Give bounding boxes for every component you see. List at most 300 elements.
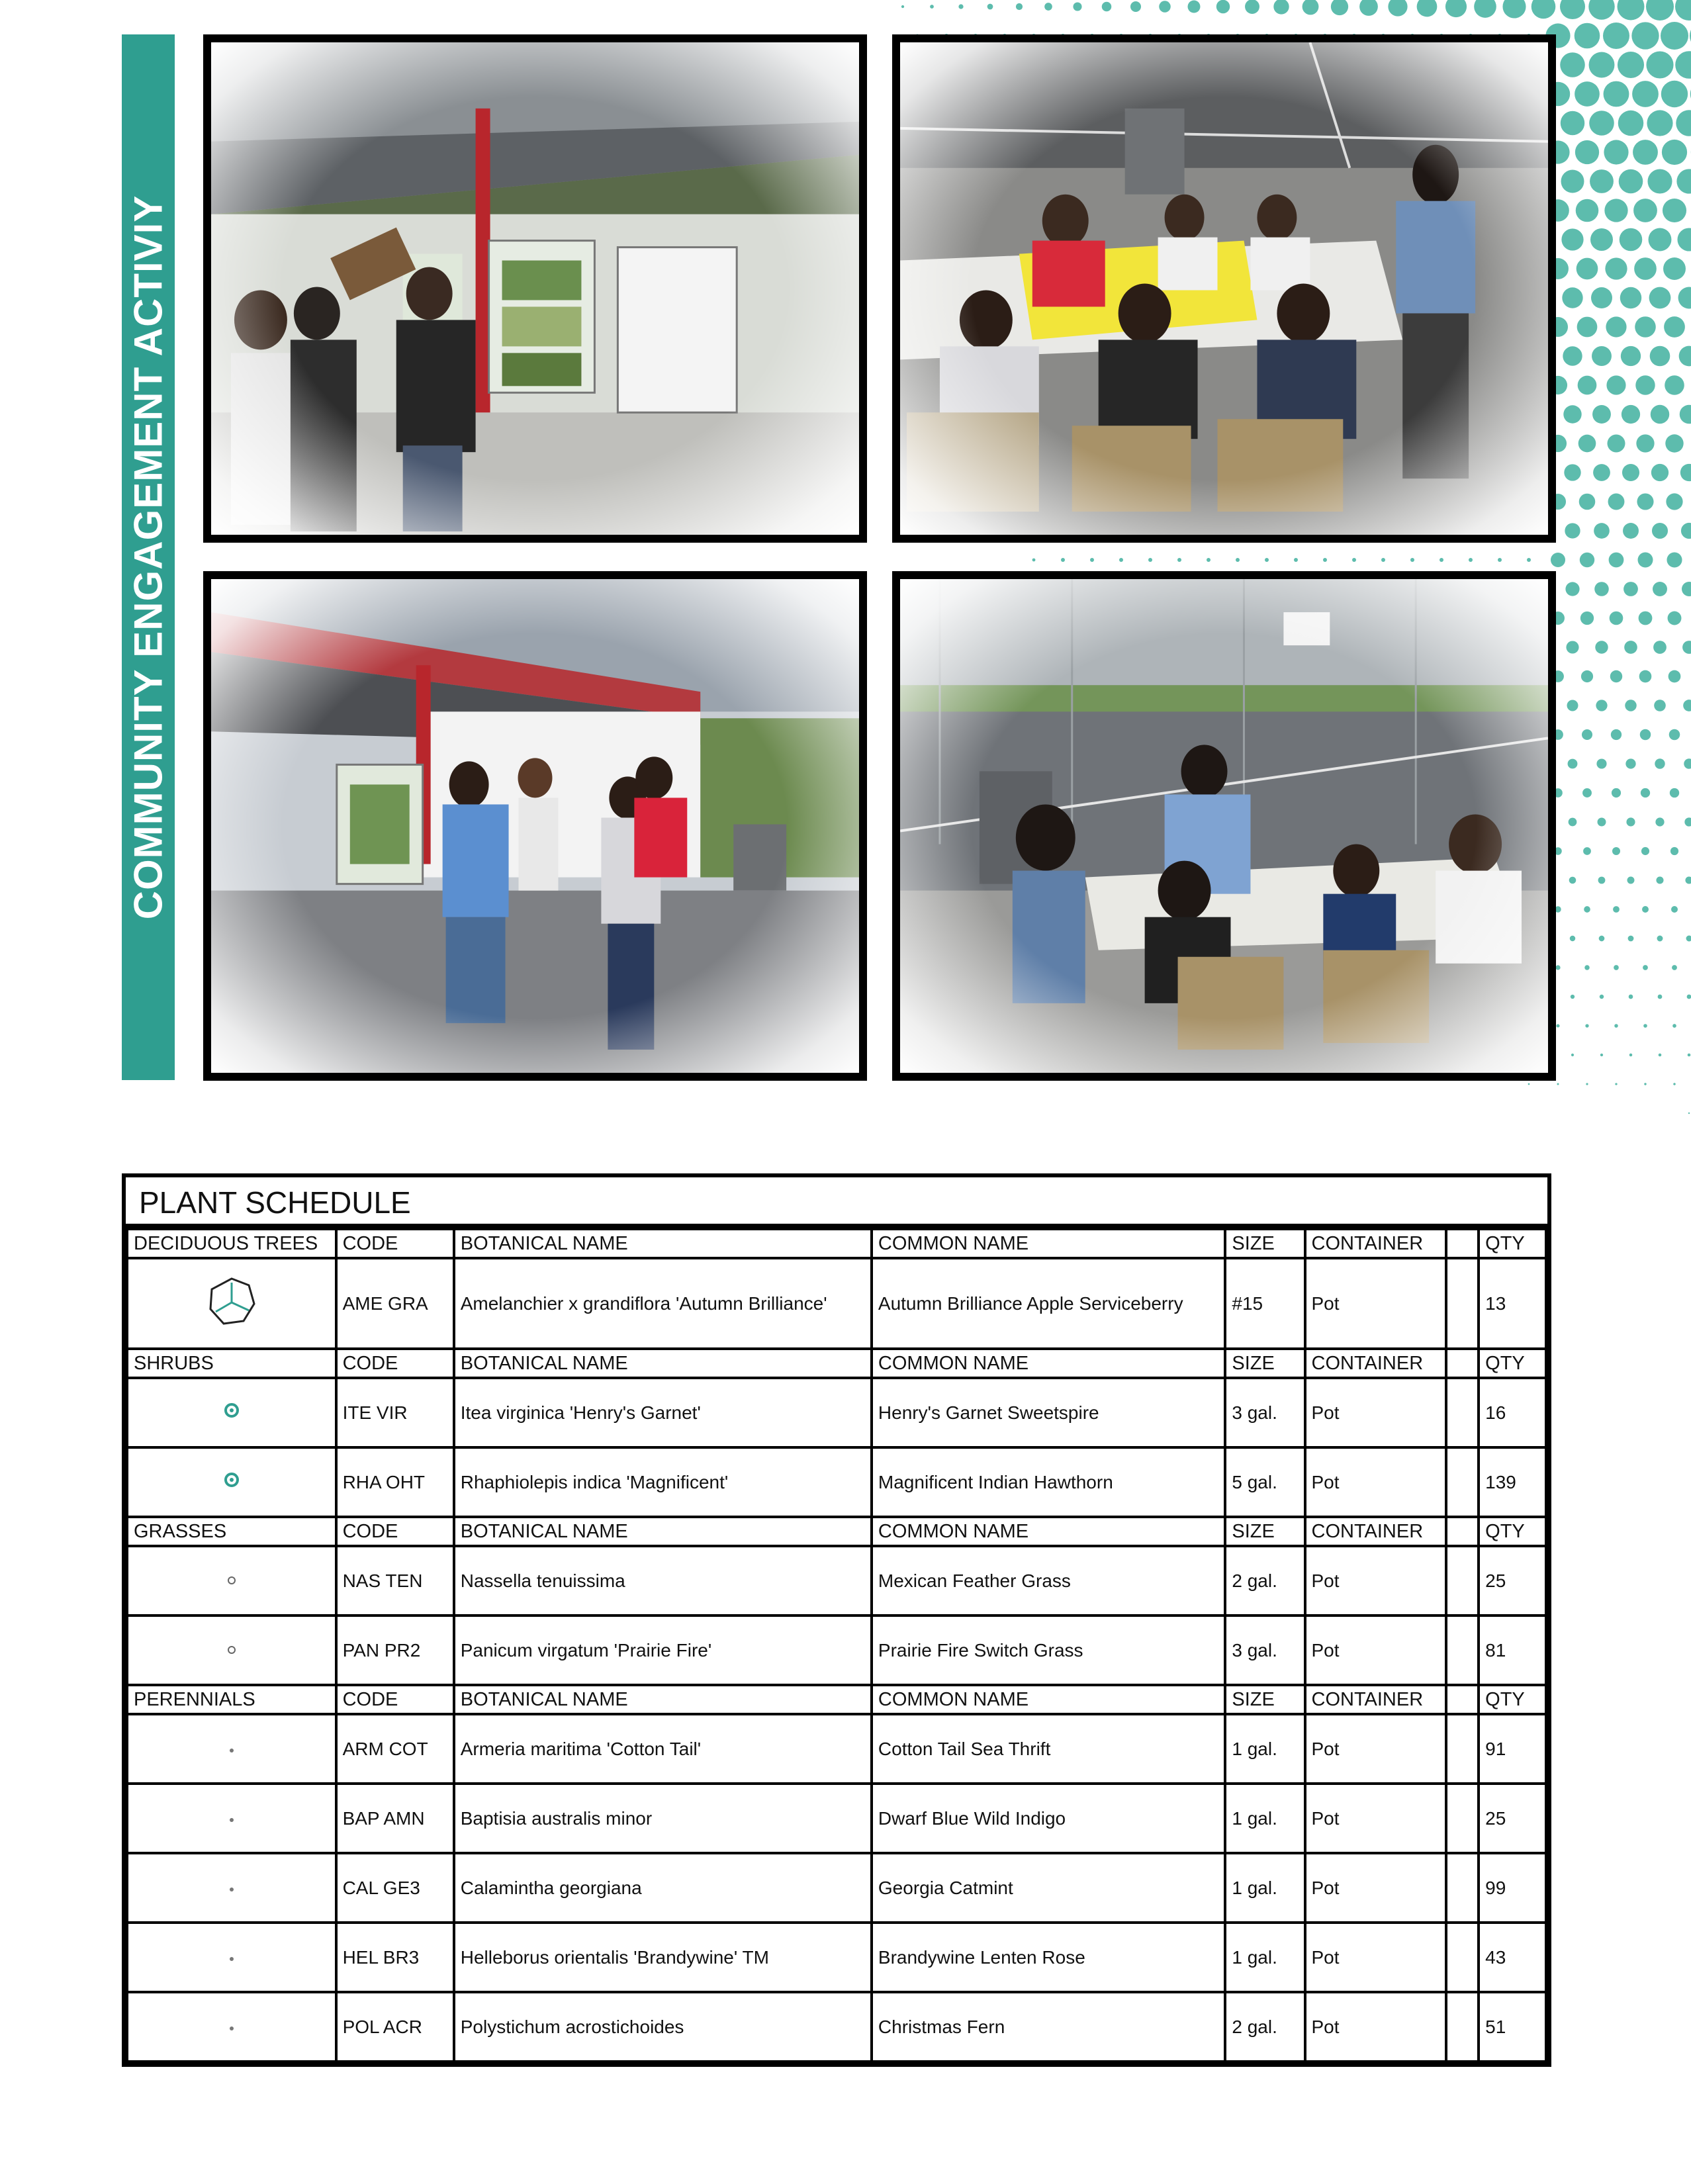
halftone-dot <box>1622 464 1639 481</box>
column-header: BOTANICAL NAME <box>454 1517 872 1546</box>
halftone-dot <box>1641 847 1649 855</box>
halftone-dot <box>1672 1024 1676 1028</box>
halftone-dot <box>1589 52 1615 78</box>
halftone-dot <box>1561 111 1584 135</box>
cell-container: Pot <box>1305 1853 1447 1923</box>
photo-pavilion-visitors <box>203 571 867 1081</box>
halftone-dot <box>1388 0 1407 17</box>
halftone-dot <box>1569 877 1577 884</box>
halftone-dot <box>1610 612 1623 625</box>
plant-schedule <box>122 1173 1551 2067</box>
cell-container: Pot <box>1305 1615 1447 1685</box>
halftone-dot <box>1658 995 1663 999</box>
halftone-dot <box>1577 317 1598 338</box>
halftone-dot <box>1641 788 1650 797</box>
column-header: QTY <box>1479 1229 1546 1258</box>
halftone-dot <box>1620 228 1643 251</box>
halftone-dot <box>1682 582 1691 596</box>
halftone-dot <box>1643 965 1648 970</box>
halftone-dot <box>1659 1054 1662 1057</box>
halftone-dot <box>1560 52 1585 77</box>
halftone-dot <box>1684 817 1691 826</box>
cell-botanical: Helleborus orientalis 'Brandywine' TM <box>454 1923 872 1992</box>
halftone-dot <box>1595 641 1608 653</box>
cell-qty: 81 <box>1479 1615 1546 1685</box>
halftone-dot <box>1563 346 1582 365</box>
halftone-dot <box>1625 700 1636 711</box>
halftone-dot <box>1653 582 1667 596</box>
halftone-dot <box>1676 169 1691 193</box>
halftone-dot <box>1673 1083 1675 1085</box>
cell-qty: 25 <box>1479 1546 1546 1615</box>
halftone-dot <box>1061 558 1065 562</box>
cell-size: 1 gal. <box>1225 1784 1304 1853</box>
halftone-dot <box>1619 169 1643 194</box>
halftone-dot <box>1592 405 1611 424</box>
table-row <box>127 1923 1546 1992</box>
photo-kids-art-table <box>892 34 1556 543</box>
cell-code: POL ACR <box>336 1992 454 2062</box>
cell-code: ARM COT <box>336 1714 454 1784</box>
halftone-dot <box>1612 788 1621 797</box>
halftone-dot <box>1606 316 1626 337</box>
cell-size: 1 gal. <box>1225 1853 1304 1923</box>
blank-cell <box>1446 1378 1479 1447</box>
section-category: SHRUBS <box>127 1349 336 1378</box>
halftone-dot <box>1593 464 1610 481</box>
cell-botanical: Nassella tenuissima <box>454 1546 872 1615</box>
halftone-dot <box>1679 346 1691 367</box>
perennial-symbol-icon <box>127 1853 336 1923</box>
halftone-dot <box>1676 110 1691 136</box>
cell-common: Cotton Tail Sea Thrift <box>872 1714 1225 1784</box>
halftone-dot <box>1561 170 1584 193</box>
halftone-dot <box>1359 0 1378 16</box>
halftone-dot <box>1636 434 1654 452</box>
halftone-dot <box>1661 22 1688 50</box>
cell-common: Dwarf Blue Wild Indigo <box>872 1784 1225 1853</box>
cell-code: ITE VIR <box>336 1378 454 1447</box>
cell-botanical: Polystichum acrostichoides <box>454 1992 872 2062</box>
blank-cell <box>1446 1784 1479 1853</box>
halftone-dot <box>1672 965 1677 970</box>
halftone-dot <box>1590 169 1614 193</box>
column-header: SIZE <box>1225 1229 1304 1258</box>
cell-qty: 43 <box>1479 1923 1546 1992</box>
halftone-dot <box>1657 936 1663 942</box>
halftone-dot <box>1604 199 1627 222</box>
halftone-dot <box>901 5 904 8</box>
cell-botanical: Rhaphiolepis indica 'Magnificent' <box>454 1447 872 1517</box>
column-header: QTY <box>1479 1685 1546 1714</box>
halftone-dot <box>1664 316 1685 338</box>
halftone-dot <box>1670 847 1678 855</box>
halftone-dot <box>1148 558 1152 562</box>
blank-cell <box>1446 1853 1479 1923</box>
cell-common: Autumn Brilliance Apple Serviceberry <box>872 1258 1225 1349</box>
halftone-dot <box>1294 558 1298 562</box>
halftone-dot <box>1624 641 1637 654</box>
halftone-dot <box>1600 1054 1603 1056</box>
column-header: QTY <box>1479 1349 1546 1378</box>
halftone-dot <box>1663 257 1686 280</box>
cell-qty: 51 <box>1479 1992 1546 2062</box>
tree-symbol-icon <box>127 1258 336 1349</box>
photo-pavilion-boards <box>203 34 867 543</box>
halftone-dot <box>1655 817 1664 826</box>
halftone-dot <box>1440 558 1443 562</box>
halftone-dot <box>1584 965 1589 970</box>
cell-size: 3 gal. <box>1225 1615 1304 1685</box>
halftone-dot <box>1016 3 1023 10</box>
halftone-dot <box>1670 788 1679 797</box>
halftone-dot <box>1605 257 1627 279</box>
halftone-dot <box>1445 0 1467 17</box>
cell-common: Prairie Fire Switch Grass <box>872 1615 1225 1685</box>
halftone-dot <box>1569 818 1577 827</box>
perennial-symbol-icon <box>127 1923 336 1992</box>
blank-cell <box>1446 1714 1479 1784</box>
halftone-dot <box>1531 0 1556 19</box>
halftone-dot <box>1635 375 1655 394</box>
halftone-dot <box>1637 493 1653 510</box>
cell-common: Mexican Feather Grass <box>872 1546 1225 1615</box>
halftone-dot <box>1604 140 1628 164</box>
halftone-dot <box>1685 876 1691 884</box>
halftone-dot <box>1177 558 1181 562</box>
section-title: COMMUNITY ENGAGEMENT ACTIVIY <box>126 195 171 920</box>
halftone-dot <box>1678 287 1691 309</box>
cell-code: AME GRA <box>336 1258 454 1349</box>
halftone-dot <box>1581 670 1593 682</box>
halftone-dot <box>1666 493 1682 510</box>
halftone-dot <box>1596 758 1606 768</box>
halftone-dot <box>1642 906 1649 913</box>
halftone-dot <box>1671 906 1678 913</box>
halftone-dot <box>1410 558 1414 562</box>
cell-common: Christmas Fern <box>872 1992 1225 2062</box>
halftone-dot <box>1566 641 1578 653</box>
halftone-dot <box>1469 558 1473 562</box>
halftone-dot <box>1606 375 1625 394</box>
halftone-dot <box>1590 228 1613 251</box>
table-row <box>127 1258 1546 1349</box>
halftone-dot <box>1159 1 1170 12</box>
halftone-dot <box>1578 435 1596 453</box>
photo-court-activity <box>892 571 1556 1081</box>
halftone-dot <box>1498 558 1502 562</box>
halftone-dot <box>1130 1 1141 12</box>
cell-container: Pot <box>1305 1992 1447 2062</box>
halftone-dot <box>1585 1024 1588 1027</box>
cell-container: Pot <box>1305 1258 1447 1349</box>
column-header: BOTANICAL NAME <box>454 1229 872 1258</box>
column-header: CONTAINER <box>1305 1229 1447 1258</box>
halftone-dot <box>1596 700 1607 711</box>
halftone-dot <box>1646 51 1673 78</box>
halftone-dot <box>1586 1083 1588 1085</box>
halftone-dot <box>1628 936 1634 942</box>
halftone-dot <box>1665 434 1683 452</box>
halftone-dot <box>1594 582 1609 596</box>
halftone-dot <box>1639 612 1653 625</box>
halftone-dot <box>1568 759 1578 769</box>
halftone-dot <box>1561 228 1583 250</box>
halftone-dot <box>1578 376 1597 395</box>
halftone-dot <box>1598 818 1606 827</box>
table-row <box>127 1615 1546 1685</box>
column-header: BOTANICAL NAME <box>454 1685 872 1714</box>
halftone-dot <box>1594 523 1610 539</box>
halftone-dot <box>1652 523 1668 539</box>
halftone-dot <box>1575 81 1600 107</box>
halftone-dot <box>1629 1054 1632 1056</box>
column-header: CODE <box>336 1349 454 1378</box>
halftone-dot <box>1629 995 1633 999</box>
column-header: SIZE <box>1225 1685 1304 1714</box>
column-header: COMMON NAME <box>872 1349 1225 1378</box>
cell-code: RHA OHT <box>336 1447 454 1517</box>
halftone-dot <box>1557 1083 1559 1085</box>
cell-size: 1 gal. <box>1225 1714 1304 1784</box>
halftone-dot <box>1555 965 1560 970</box>
halftone-dot <box>1610 670 1622 682</box>
halftone-dot <box>1633 140 1658 165</box>
halftone-dot <box>1556 1024 1559 1027</box>
cell-botanical: Calamintha georgiana <box>454 1853 872 1923</box>
cell-container: Pot <box>1305 1447 1447 1517</box>
column-header: CONTAINER <box>1305 1517 1447 1546</box>
halftone-dot <box>1577 258 1598 280</box>
column-header: COMMON NAME <box>872 1229 1225 1258</box>
cell-botanical: Itea virginica 'Henry's Garnet' <box>454 1378 872 1447</box>
halftone-dot <box>1607 434 1625 452</box>
halftone-dot <box>1623 523 1639 539</box>
halftone-dot <box>1528 1083 1530 1085</box>
cell-code: NAS TEN <box>336 1546 454 1615</box>
halftone-dot <box>1643 1024 1647 1028</box>
column-header: CONTAINER <box>1305 1685 1447 1714</box>
halftone-dot <box>1582 729 1592 740</box>
halftone-dot <box>1649 228 1672 251</box>
cell-container: Pot <box>1305 1378 1447 1447</box>
cell-container: Pot <box>1305 1714 1447 1784</box>
halftone-dot <box>1583 847 1591 855</box>
schedule-table <box>126 1228 1547 2063</box>
section-header-row <box>127 1685 1546 1714</box>
column-header: SIZE <box>1225 1517 1304 1546</box>
section-header-row <box>127 1349 1546 1378</box>
halftone-dot <box>1598 877 1606 884</box>
halftone-dot <box>1563 405 1581 423</box>
column-header: CONTAINER <box>1305 1349 1447 1378</box>
halftone-dot <box>1681 523 1691 539</box>
cell-qty: 25 <box>1479 1784 1546 1853</box>
halftone-dot <box>958 4 963 9</box>
halftone-dot <box>1626 817 1635 826</box>
halftone-dot <box>1565 523 1580 538</box>
halftone-dot <box>1622 405 1640 424</box>
halftone-dot <box>1677 228 1691 251</box>
table-row <box>127 1714 1546 1784</box>
halftone-dot <box>1236 558 1240 562</box>
halftone-dot <box>1633 199 1657 222</box>
halftone-dot <box>1265 558 1269 562</box>
halftone-dot <box>1589 111 1614 136</box>
cell-size: 1 gal. <box>1225 1923 1304 1992</box>
halftone-dot <box>1625 758 1635 768</box>
halftone-dot <box>1618 0 1645 20</box>
halftone-dot <box>1635 316 1656 338</box>
halftone-dot <box>1656 876 1663 884</box>
halftone-dot <box>1611 729 1622 740</box>
halftone-dot <box>1032 559 1036 562</box>
cell-code: HEL BR3 <box>336 1923 454 1992</box>
halftone-dot <box>1639 670 1652 683</box>
column-header: COMMON NAME <box>872 1517 1225 1546</box>
halftone-dot <box>1688 1113 1690 1114</box>
halftone-dot <box>1653 641 1667 654</box>
cell-botanical: Amelanchier x grandiflora 'Autumn Brilliance' <box>454 1258 872 1349</box>
shrub-symbol-icon <box>127 1447 336 1517</box>
cell-botanical: Panicum virgatum 'Prairie Fire' <box>454 1615 872 1685</box>
halftone-dot <box>1684 758 1691 768</box>
halftone-dot <box>1592 346 1612 366</box>
halftone-dot <box>1680 464 1691 481</box>
cell-size: 5 gal. <box>1225 1447 1304 1517</box>
halftone-dot <box>987 4 993 10</box>
halftone-dot <box>1647 110 1672 136</box>
blank-cell <box>1446 1229 1479 1258</box>
column-header: CODE <box>336 1685 454 1714</box>
cell-size: 2 gal. <box>1225 1992 1304 2062</box>
cell-size: 2 gal. <box>1225 1546 1304 1615</box>
cell-common: Brandywine Lenten Rose <box>872 1923 1225 1992</box>
halftone-dot <box>1603 23 1629 49</box>
cell-size: #15 <box>1225 1258 1304 1349</box>
halftone-dot <box>1632 81 1659 107</box>
cell-container: Pot <box>1305 1923 1447 1992</box>
halftone-dot <box>1620 287 1641 308</box>
blank-cell <box>1446 1349 1479 1378</box>
halftone-dot <box>1651 464 1668 481</box>
halftone-dot <box>1649 287 1671 309</box>
shrub-symbol-icon <box>127 1378 336 1447</box>
schedule-title: PLANT SCHEDULE <box>126 1177 1547 1228</box>
halftone-dot <box>1687 995 1691 999</box>
halftone-dot <box>1571 995 1575 999</box>
column-header: CODE <box>336 1229 454 1258</box>
halftone-dot <box>1675 0 1691 21</box>
halftone-dot <box>1381 558 1385 562</box>
halftone-dot <box>1612 847 1620 855</box>
column-header: COMMON NAME <box>872 1685 1225 1714</box>
cell-qty: 16 <box>1479 1378 1546 1447</box>
halftone-dot <box>1614 1024 1618 1027</box>
halftone-dot <box>1216 0 1230 13</box>
halftone-dot <box>1570 936 1575 941</box>
halftone-dot <box>1273 0 1289 15</box>
blank-cell <box>1446 1992 1479 2062</box>
halftone-dot <box>1584 906 1590 913</box>
section-category: PERENNIALS <box>127 1685 336 1714</box>
cell-code: PAN PR2 <box>336 1615 454 1685</box>
perennial-symbol-icon <box>127 1992 336 2062</box>
halftone-dot <box>1502 0 1526 19</box>
halftone-dot <box>1688 1054 1691 1057</box>
halftone-dot <box>1599 936 1605 942</box>
table-row <box>127 1546 1546 1615</box>
perennial-symbol-icon <box>127 1714 336 1784</box>
halftone-dot <box>1580 612 1594 625</box>
cell-qty: 91 <box>1479 1714 1546 1784</box>
cell-size: 3 gal. <box>1225 1378 1304 1447</box>
table-row <box>127 1378 1546 1447</box>
halftone-dot <box>1634 257 1657 280</box>
cell-container: Pot <box>1305 1784 1447 1853</box>
cell-botanical: Armeria maritima 'Cotton Tail' <box>454 1714 872 1784</box>
cell-common: Magnificent Indian Hawthorn <box>872 1447 1225 1517</box>
halftone-dot <box>1575 140 1599 164</box>
halftone-dot <box>1571 1054 1574 1056</box>
halftone-dot <box>1651 405 1669 424</box>
halftone-dot <box>1604 81 1629 107</box>
halftone-dot <box>1323 558 1327 562</box>
halftone-dot <box>1647 169 1672 193</box>
halftone-dot <box>1631 22 1659 49</box>
cell-container: Pot <box>1305 1546 1447 1615</box>
blank-cell <box>1446 1258 1479 1349</box>
blank-cell <box>1446 1546 1479 1615</box>
halftone-dot <box>1663 199 1686 222</box>
halftone-dot <box>1562 287 1582 308</box>
column-header: BOTANICAL NAME <box>454 1349 872 1378</box>
cell-code: CAL GE3 <box>336 1853 454 1923</box>
halftone-dot <box>1565 582 1579 596</box>
halftone-dot <box>1621 346 1641 366</box>
cell-qty: 139 <box>1479 1447 1546 1517</box>
cell-code: BAP AMN <box>336 1784 454 1853</box>
halftone-dot <box>1575 23 1600 49</box>
halftone-dot <box>1662 140 1687 165</box>
halftone-dot <box>1618 111 1643 136</box>
column-header: CODE <box>336 1517 454 1546</box>
halftone-dot <box>1591 287 1612 308</box>
halftone-dot <box>1680 405 1691 424</box>
halftone-dot <box>1646 0 1674 21</box>
halftone-dot <box>1661 81 1688 107</box>
schedule-body <box>127 1229 1546 2062</box>
column-header: QTY <box>1479 1517 1546 1546</box>
halftone-dot <box>1683 700 1691 711</box>
cell-qty: 13 <box>1479 1258 1546 1349</box>
halftone-dot <box>1580 553 1594 567</box>
halftone-dot <box>1588 0 1614 20</box>
halftone-dot <box>1669 729 1680 741</box>
halftone-dot <box>1474 0 1496 18</box>
halftone-dot <box>1567 700 1578 711</box>
halftone-dot <box>1654 700 1666 711</box>
halftone-dot <box>1073 2 1081 11</box>
halftone-dot <box>1675 51 1691 79</box>
perennial-symbol-icon <box>127 1784 336 1853</box>
column-header: SIZE <box>1225 1349 1304 1378</box>
halftone-dot <box>1668 670 1681 683</box>
halftone-dot <box>1331 0 1348 15</box>
cell-botanical: Baptisia australis minor <box>454 1784 872 1853</box>
grass-symbol-icon <box>127 1546 336 1615</box>
section-category: GRASSES <box>127 1517 336 1546</box>
